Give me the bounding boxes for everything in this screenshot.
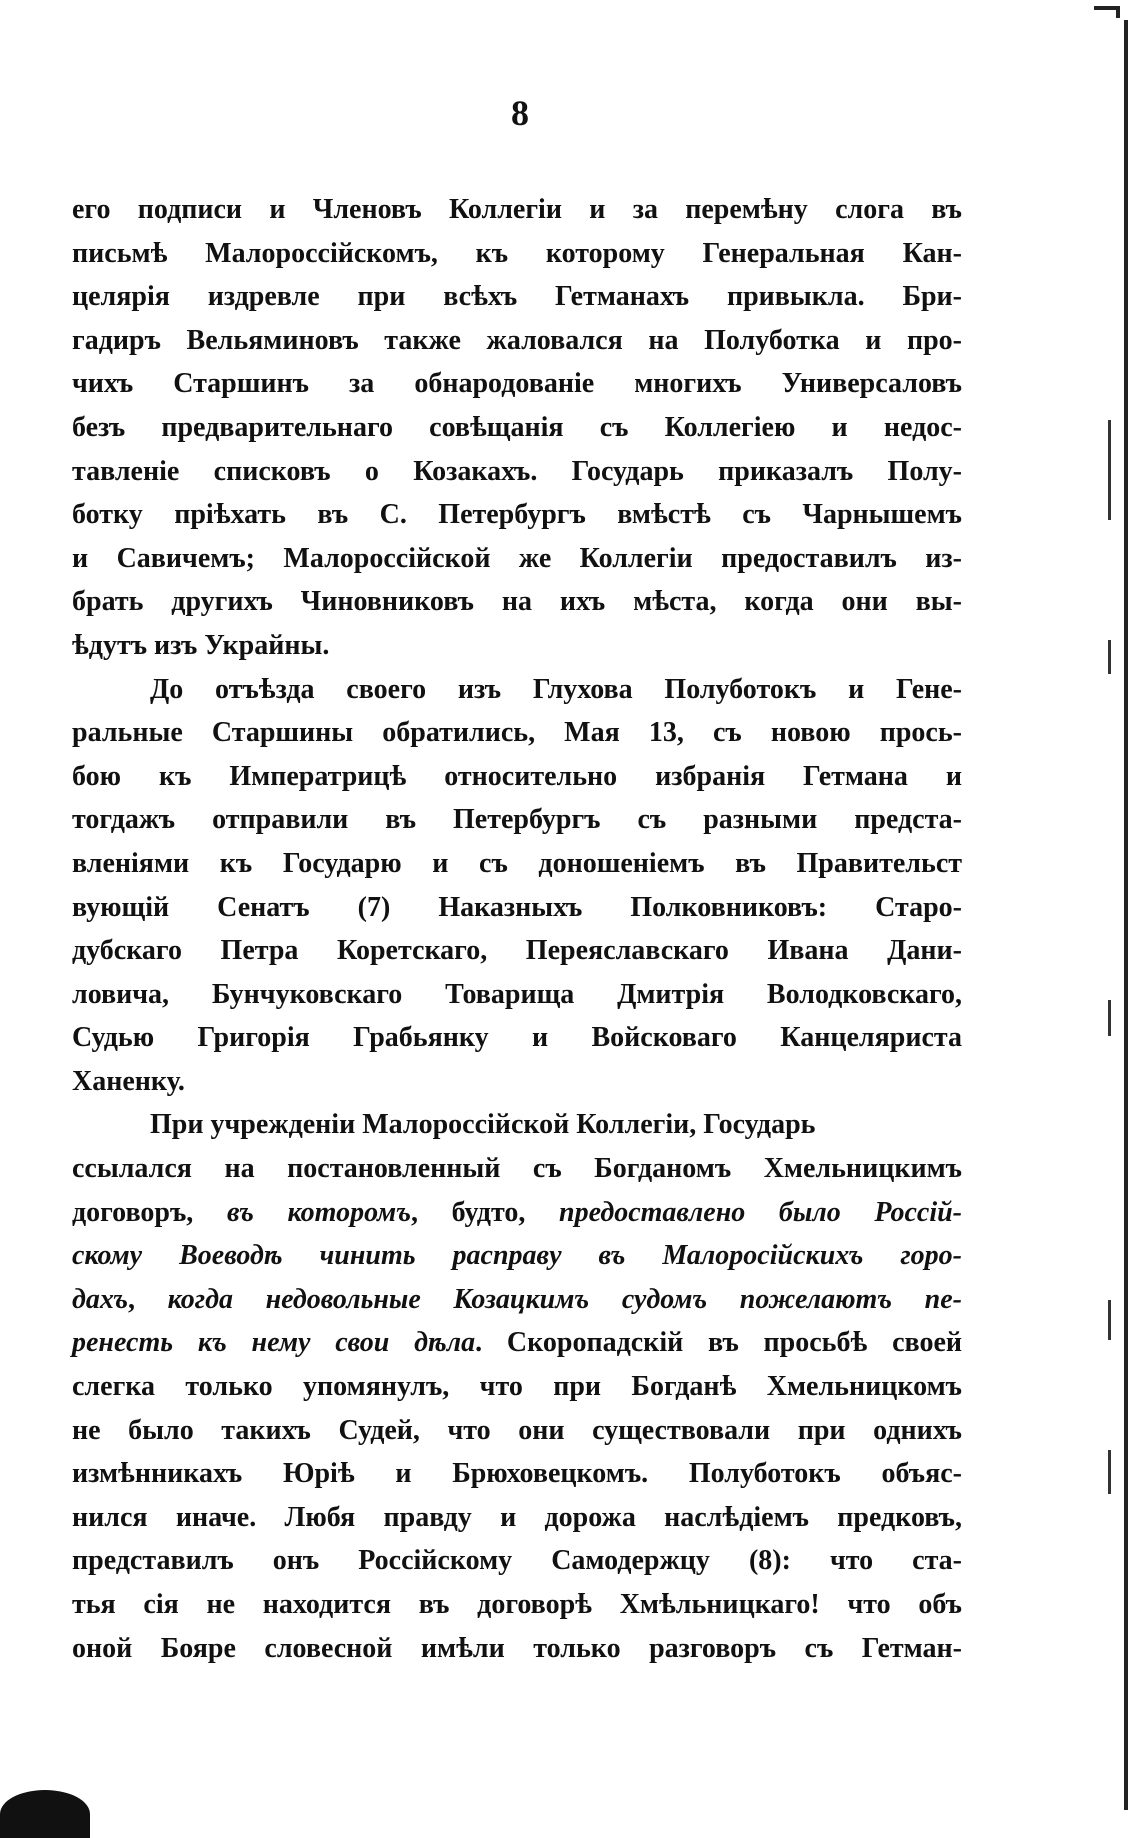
page-edge bbox=[1124, 20, 1128, 1810]
italic-text-segment: ренесть къ нему свои дѣла bbox=[72, 1327, 476, 1359]
text-segment: . Скоропадскій въ просьбѣ своей bbox=[475, 1327, 962, 1359]
text-segment: брать другихъ Чиновниковъ на ихъ мѣста, когда они вы- bbox=[72, 586, 962, 618]
text-line bbox=[72, 232, 962, 276]
text-line bbox=[72, 450, 962, 494]
text-segment: При учрежденіи Малороссійской Коллегіи, Государь bbox=[150, 1109, 816, 1141]
text-segment: гадиръ Вельяминовъ также жаловался на Полуботка и про- bbox=[72, 324, 962, 356]
text-segment: чихъ Старшинъ за обнародованіе многихъ Универсаловъ bbox=[72, 368, 962, 400]
text-line bbox=[72, 1583, 962, 1627]
text-segment: и Савичемъ; Малороссійской же Коллегіи предоставилъ из- bbox=[72, 542, 962, 574]
text-segment: письмѣ Малороссійскомъ, къ которому Генеральная Кан- bbox=[72, 237, 962, 269]
italic-text-segment: предоставлено было Россій- bbox=[559, 1196, 962, 1228]
text-line bbox=[72, 886, 962, 930]
page-number: 8 bbox=[511, 93, 529, 133]
text-line bbox=[72, 1321, 962, 1365]
text-line bbox=[72, 362, 962, 406]
text-line bbox=[72, 1060, 962, 1104]
text-line bbox=[72, 1627, 962, 1671]
text-line bbox=[72, 406, 962, 450]
text-line bbox=[72, 1409, 962, 1453]
italic-text-segment: когда недовольные Козацкимъ судомъ пожелаютъ пе- bbox=[167, 1283, 963, 1315]
text-line bbox=[72, 929, 962, 973]
text-line bbox=[72, 1103, 962, 1147]
italic-text-segment: скому Воеводѣ чинить расправу въ Малоросійскихъ горо- bbox=[72, 1240, 962, 1272]
text-segment: тавленіе списковъ о Козакахъ. Государь приказалъ Полу- bbox=[72, 455, 962, 487]
text-line bbox=[72, 319, 962, 363]
text-line bbox=[72, 537, 962, 581]
text-segment: ральные Старшины обратились, Мая 13, съ новою прось- bbox=[72, 717, 962, 749]
text-line bbox=[72, 580, 962, 624]
margin-mark bbox=[1108, 640, 1111, 674]
margin-mark bbox=[1108, 1000, 1111, 1036]
text-line bbox=[72, 624, 962, 668]
text-line bbox=[72, 798, 962, 842]
text-segment: бою къ Императрицѣ относительно избранія Гетмана и bbox=[72, 760, 962, 792]
text-segment: До отъѣзда своего изъ Глухова Полуботокъ и Гене- bbox=[150, 673, 962, 705]
text-line bbox=[72, 275, 962, 319]
text-line bbox=[72, 1496, 962, 1540]
text-segment: Судью Григорія Грабьянку и Войсковаго Канцеляриста bbox=[72, 1022, 962, 1054]
italic-text-segment: дахъ bbox=[72, 1283, 128, 1315]
text-line bbox=[72, 1147, 962, 1191]
text-segment: вленіями къ Государю и съ доношеніемъ въ Правительст bbox=[72, 847, 962, 879]
text-line bbox=[72, 188, 962, 232]
text-line bbox=[72, 1016, 962, 1060]
margin-mark bbox=[1108, 470, 1111, 520]
body-text bbox=[72, 188, 962, 1670]
ink-blot bbox=[0, 1790, 90, 1838]
text-segment: ссылался на постановленный съ Богданомъ Хмельницкимъ bbox=[72, 1153, 962, 1185]
text-line bbox=[72, 711, 962, 755]
text-segment: ѣдутъ изъ Украйны. bbox=[72, 629, 330, 661]
margin-mark bbox=[1108, 1300, 1111, 1340]
text-line bbox=[72, 1278, 962, 1322]
text-segment: дубскаго Петра Коретскаго, Переяславскаго Ивана Дани- bbox=[72, 935, 962, 967]
text-line bbox=[72, 1234, 962, 1278]
text-segment: договоръ, bbox=[72, 1196, 227, 1228]
text-segment: слегка только упомянулъ, что при Богданѣ Хмельницкомъ bbox=[72, 1371, 962, 1403]
text-segment: ботку пріѣхать въ С. Петербургъ вмѣстѣ съ Чарнышемъ bbox=[72, 499, 962, 531]
text-line bbox=[72, 1539, 962, 1583]
text-segment: Ханенку. bbox=[72, 1065, 185, 1097]
text-segment: безъ предварительнаго совѣщанія съ Коллегіею и недос- bbox=[72, 411, 962, 443]
text-line bbox=[72, 493, 962, 537]
text-segment: представилъ онъ Россійскому Самодержцу (8): что ста- bbox=[72, 1545, 962, 1577]
text-segment: , bbox=[127, 1283, 168, 1315]
text-line bbox=[72, 755, 962, 799]
text-line bbox=[72, 1365, 962, 1409]
text-line bbox=[72, 1452, 962, 1496]
text-segment: тья сія не находится въ договорѣ Хмѣльницкаго! что объ bbox=[72, 1589, 962, 1620]
text-segment: тогдажъ отправили въ Петербургъ съ разными предста- bbox=[72, 804, 962, 836]
text-segment: не было такихъ Судей, что они существовали при однихъ bbox=[72, 1414, 962, 1446]
text-segment: нился иначе. Любя правду и дорожа наслѣдіемъ предковъ, bbox=[72, 1501, 962, 1533]
text-line bbox=[72, 973, 962, 1017]
text-segment: целярія издревле при всѣхъ Гетманахъ привыкла. Бри- bbox=[72, 281, 962, 313]
text-line bbox=[72, 1191, 962, 1235]
text-segment: оной Бояре словесной имѣли только разговоръ съ Гетман- bbox=[72, 1632, 962, 1664]
page-corner-mark bbox=[1116, 6, 1120, 18]
text-segment: его подписи и Членовъ Коллегіи и за перемѣну слога въ bbox=[72, 194, 962, 225]
text-segment: , будто, bbox=[410, 1196, 560, 1228]
italic-text-segment: въ которомъ bbox=[226, 1196, 411, 1228]
text-segment: ловича, Бунчуковскаго Товарища Дмитрія Володковскаго, bbox=[72, 978, 962, 1010]
margin-mark bbox=[1108, 1450, 1111, 1494]
text-segment: вующій Сенатъ (7) Наказныхъ Полковниковъ: Старо- bbox=[72, 891, 962, 923]
text-line bbox=[72, 842, 962, 886]
text-line bbox=[72, 668, 962, 712]
text-segment: измѣнникахъ Юріѣ и Брюховецкомъ. Полуботокъ объяс- bbox=[72, 1458, 962, 1490]
